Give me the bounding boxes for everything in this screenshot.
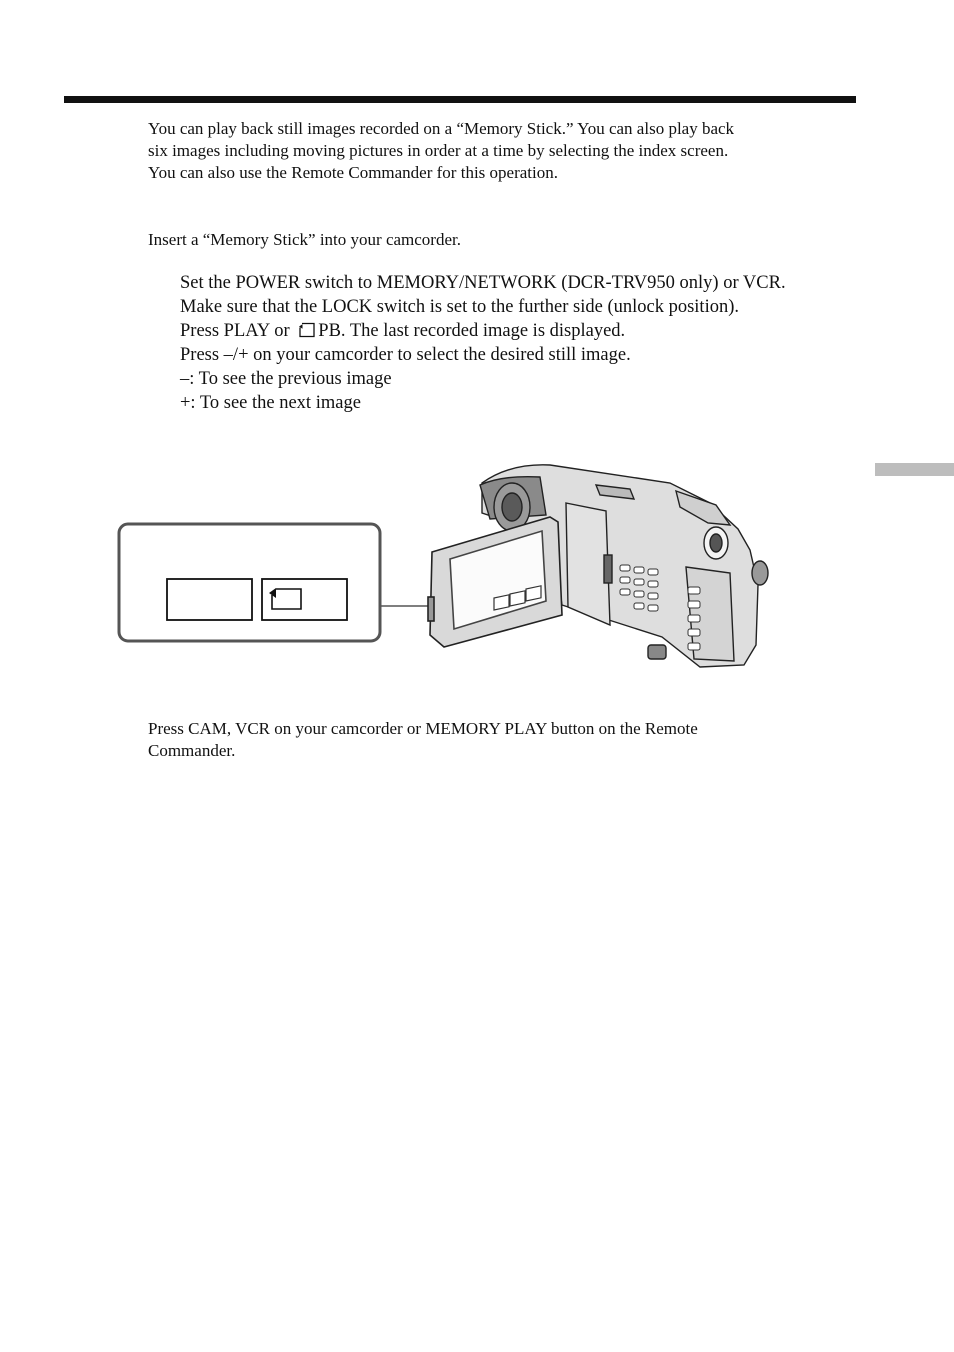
stop-line: Press CAM, VCR on your camcorder or MEMORY PLAY button on the Remote [148,719,698,738]
step-lock-switch: Make sure that the LOCK switch is set to the further side (unlock position). [180,297,740,317]
step-select-image: Press –/+ on your camcorder to select the desired still image. [180,345,631,365]
intro-line: six images including moving pictures in order at a time by selecting the index screen. [148,141,729,160]
callout-box [119,524,380,641]
step-press-play-after: PB. The last recorded image is displayed. [318,321,626,341]
steps-list [180,271,786,415]
callout-pb-button [262,579,347,620]
intro-line: You can play back still images recorded on a “Memory Stick.” You can also play back [148,119,735,138]
memory-stick-playback-icon [296,322,316,338]
header-rule [64,96,856,103]
stop-playback-paragraph [148,718,848,762]
before-operation-text: Insert a “Memory Stick” into your camcorder. [148,230,461,249]
step-press-play [180,319,786,343]
step-previous-image: –: To see the previous image [180,369,392,389]
section-side-tab [875,463,954,476]
lcd-panel [428,517,562,647]
step-power-switch: Set the POWER switch to MEMORY/NETWORK (DCR-TRV950 only) or VCR. [180,273,786,293]
intro-line: You can also use the Remote Commander for this operation. [148,163,558,182]
callout-play-button [167,579,252,620]
intro-paragraph [148,118,848,184]
step-press-play-before: Press PLAY or [180,321,290,341]
camcorder-illustration [110,455,790,680]
stop-line: Commander. [148,741,236,760]
step-next-image: +: To see the next image [180,393,361,413]
